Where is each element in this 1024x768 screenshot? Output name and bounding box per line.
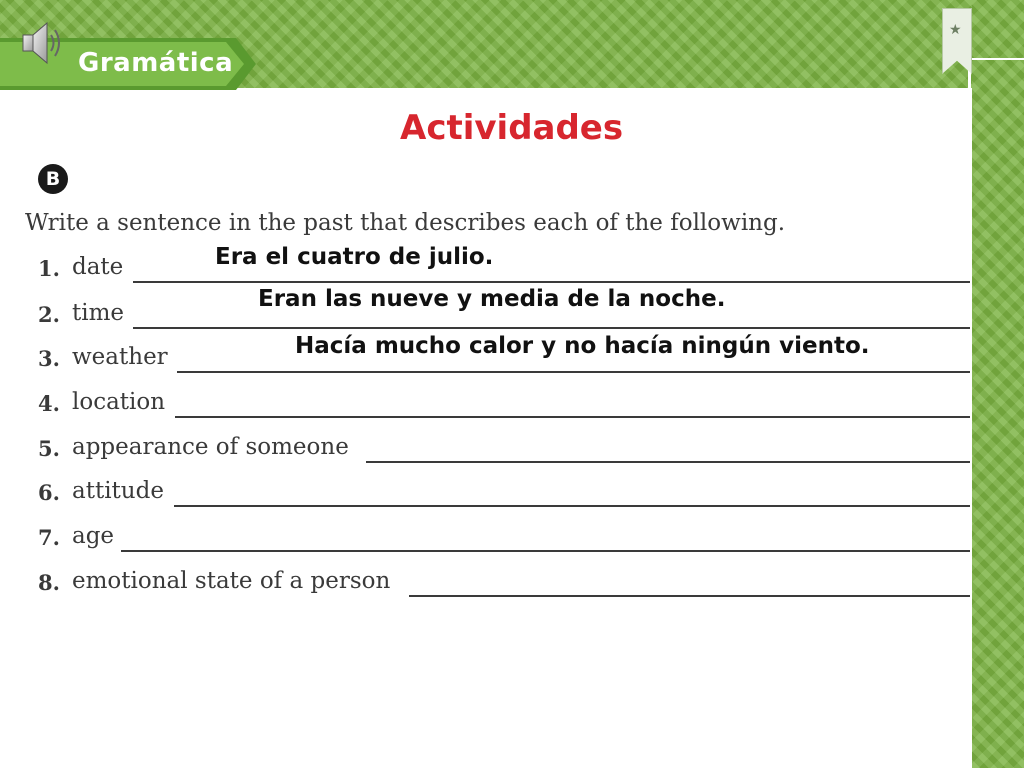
page-edge-line [968, 58, 1024, 60]
page-title: Actividades [400, 108, 624, 148]
star-icon: ★ [949, 22, 962, 38]
item-number: 4. [38, 391, 60, 416]
item-label: weather [72, 344, 168, 370]
answer-line[interactable] [133, 281, 970, 283]
answer-text: Hacía mucho calor y no hacía ningún viento. [295, 333, 870, 359]
answer-line[interactable] [177, 371, 970, 373]
list-item [38, 256, 970, 286]
item-label: date [72, 254, 124, 280]
answer-line[interactable] [175, 416, 970, 418]
item-label: location [72, 389, 166, 415]
activity-instructions: Write a sentence in the past that describes each of the following. [25, 210, 786, 236]
list-item [38, 436, 970, 466]
item-label: appearance of someone [72, 434, 349, 460]
item-number: 6. [38, 480, 60, 505]
worksheet-page [0, 88, 972, 768]
answer-text: Eran las nueve y media de la noche. [258, 286, 726, 312]
answer-line[interactable] [409, 595, 970, 597]
item-number: 3. [38, 346, 60, 371]
item-label: time [72, 300, 125, 326]
item-number: 5. [38, 436, 60, 461]
speaker-icon[interactable] [20, 18, 64, 68]
item-number: 2. [38, 302, 60, 327]
list-item [38, 525, 970, 555]
answer-line[interactable] [366, 461, 970, 463]
item-number: 1. [38, 256, 60, 281]
activity-letter-badge: B [38, 164, 68, 194]
answer-line[interactable] [174, 505, 970, 507]
item-number: 7. [38, 525, 60, 550]
item-label: emotional state of a person [72, 568, 391, 594]
right-green-border [972, 0, 1024, 768]
answer-line[interactable] [121, 550, 970, 552]
item-label: attitude [72, 478, 164, 504]
list-item [38, 391, 970, 421]
answer-line[interactable] [133, 327, 970, 329]
section-label: Gramática [78, 48, 234, 78]
item-number: 8. [38, 570, 60, 595]
list-item [38, 570, 970, 600]
item-label: age [72, 523, 115, 549]
answer-text: Era el cuatro de julio. [215, 244, 494, 270]
list-item [38, 480, 970, 510]
